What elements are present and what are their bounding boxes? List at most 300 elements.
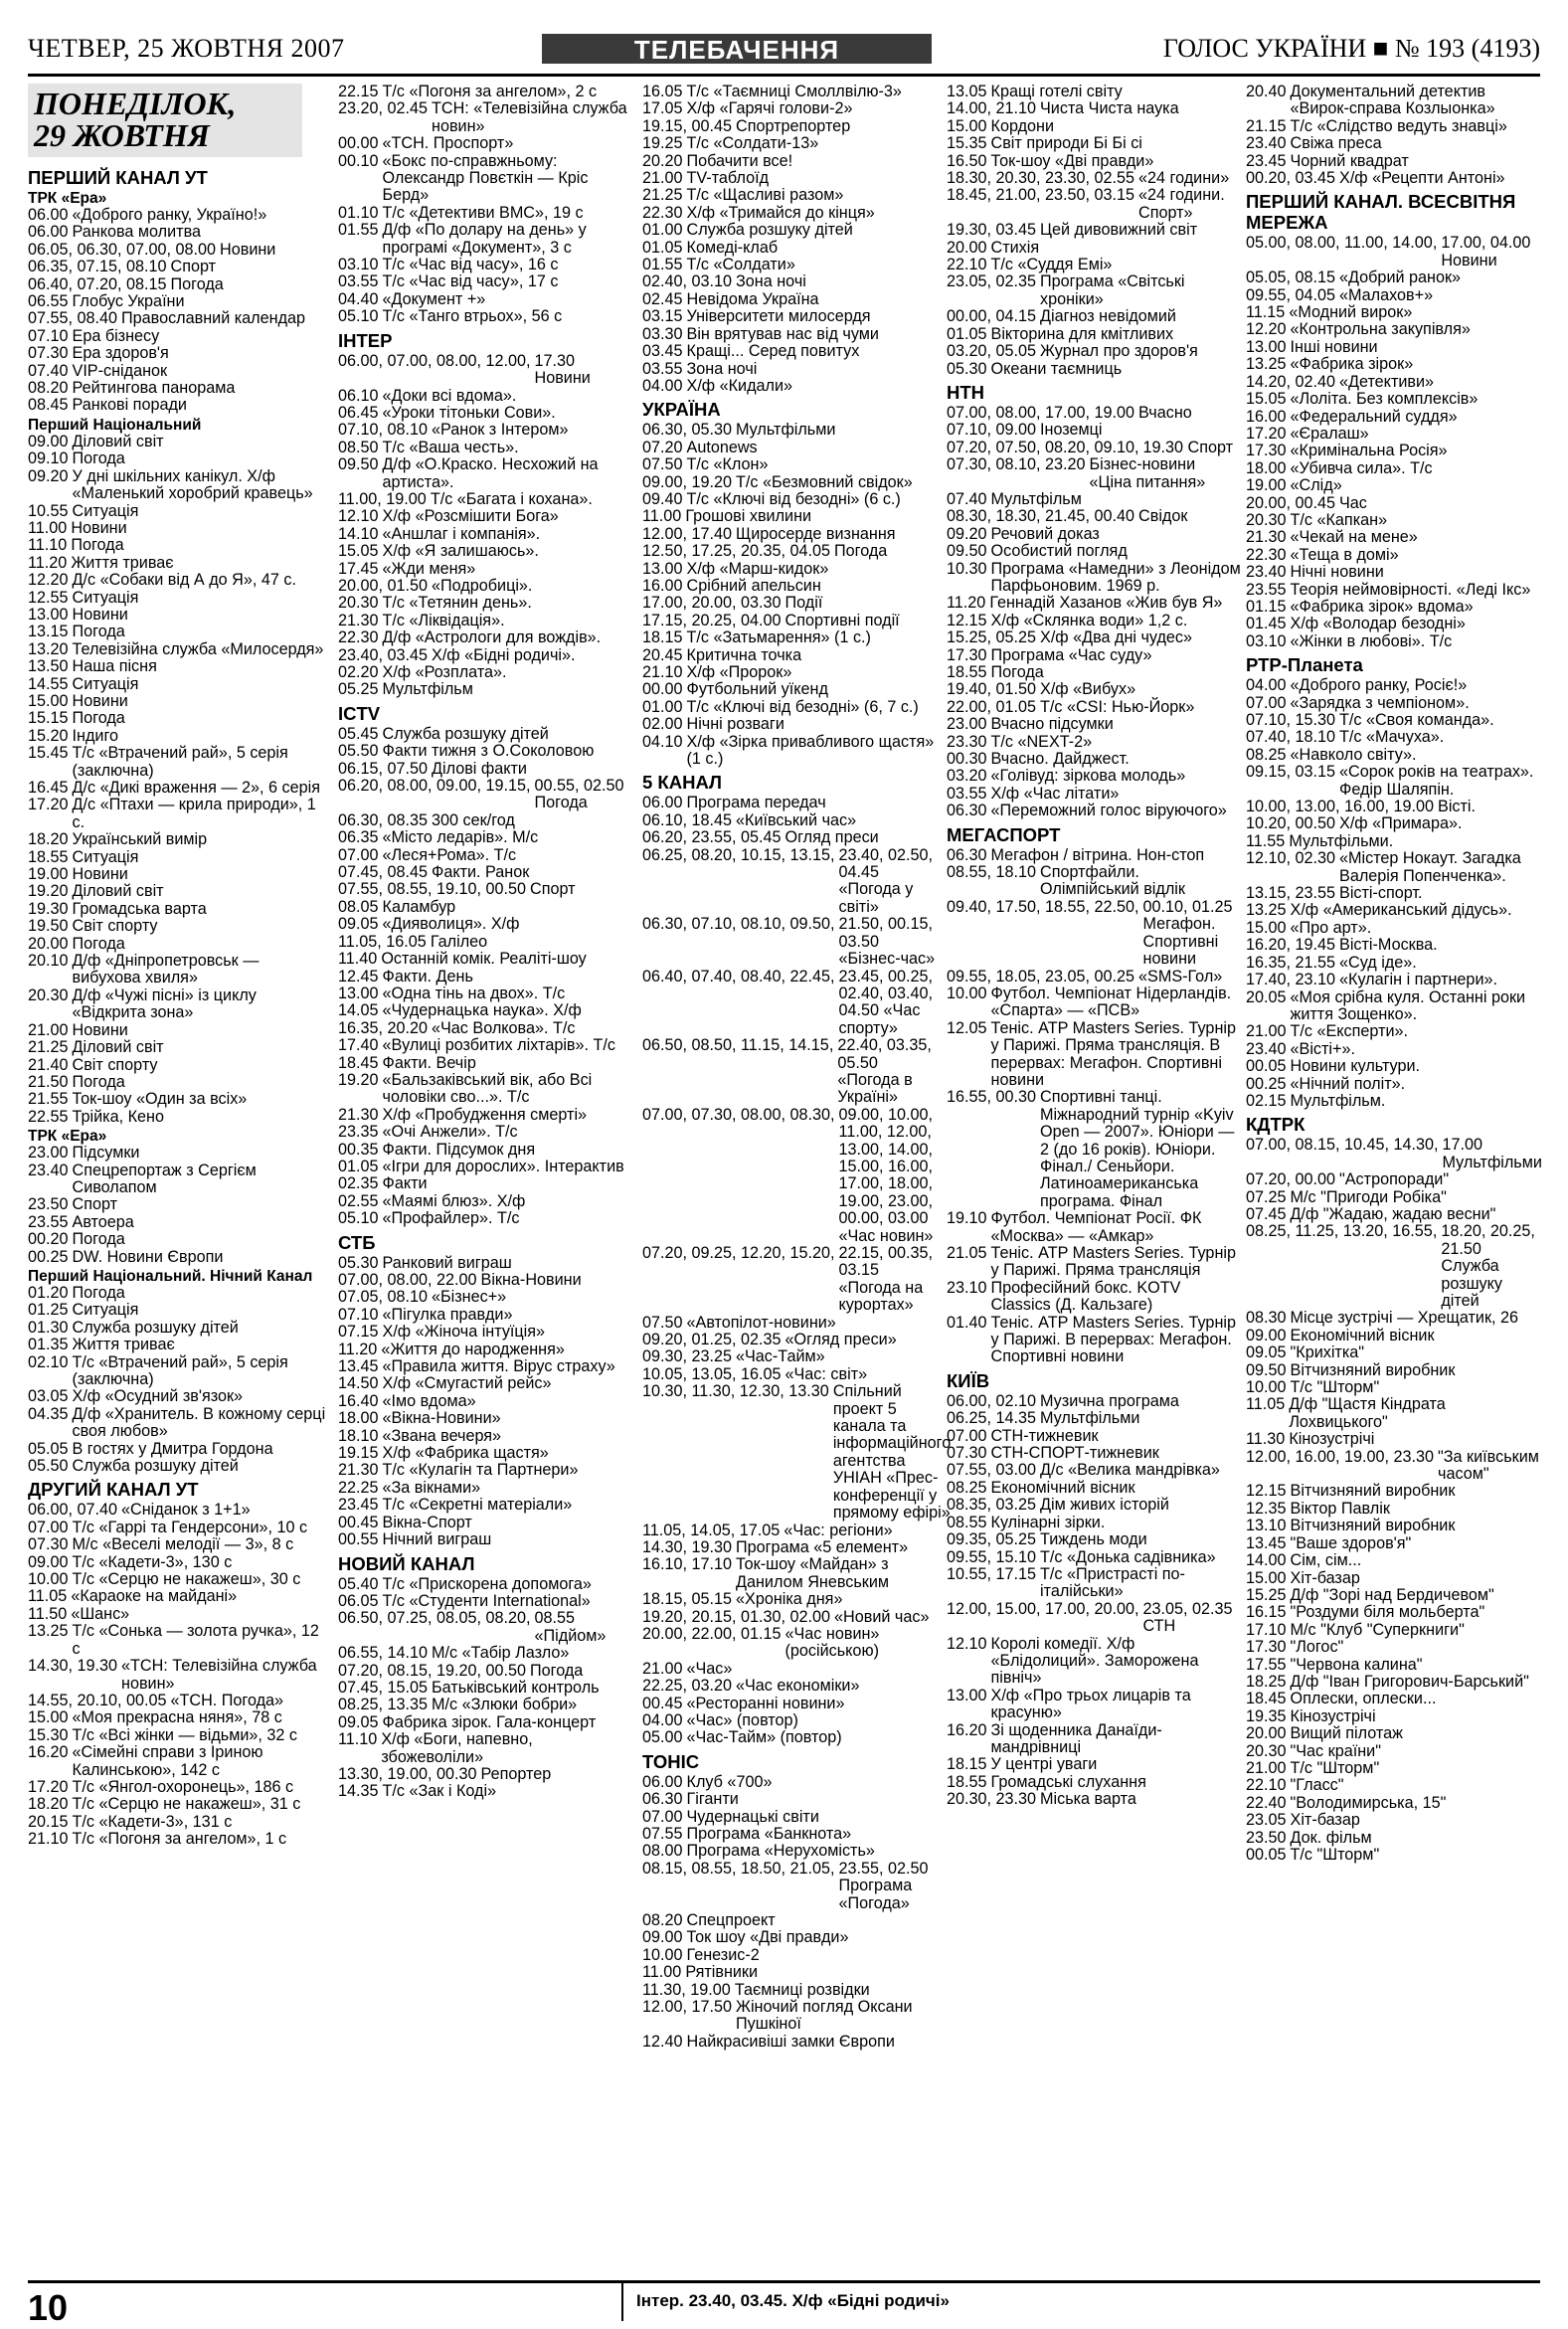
listing-time: 23.45 xyxy=(338,1496,379,1515)
listing-time: 00.00 xyxy=(642,680,683,699)
listing-entry xyxy=(1246,1691,1540,1707)
day-title-line-1: ПОНЕДІЛОК, xyxy=(34,86,237,121)
listing-time: 09.00 xyxy=(28,1552,69,1571)
listing-time: 16.20 xyxy=(947,1720,987,1739)
listing-time: 21.30 xyxy=(1246,528,1287,547)
listing-time: 20.30 xyxy=(1246,1741,1287,1760)
listing-time: 21.55 xyxy=(28,1090,69,1109)
listing-title: Служба розшуку дітей xyxy=(686,221,853,240)
listing-title: Т/с «Суддя Емі» xyxy=(990,256,1113,274)
listing-entry xyxy=(28,259,326,275)
listing-time: 07.20, 07.50, 08.20, 09.10, xyxy=(947,438,1139,456)
listing-time: 17.40 xyxy=(338,1036,379,1055)
listing-time: 19.20 xyxy=(28,882,69,901)
listing-title: "Гласc" xyxy=(1290,1776,1344,1795)
listing-title: Комеді-клаб xyxy=(686,238,779,257)
listing-title: Океани таємниць xyxy=(990,359,1123,378)
listing-entry xyxy=(338,1142,632,1159)
listing-entry xyxy=(28,1302,326,1319)
listing-title: «Єралаш» xyxy=(1290,424,1369,443)
listing-entry xyxy=(947,84,1241,100)
listing-entry xyxy=(338,726,632,743)
listing-title: Іноземці xyxy=(1040,421,1103,440)
listing-time: 06.30 xyxy=(947,802,987,820)
listing-time: 00.25 xyxy=(1246,1074,1287,1093)
listing-time: 11.20 xyxy=(28,553,68,572)
listing-time: 17.40, 23.10 xyxy=(1246,971,1336,989)
listing-time: 09.20 xyxy=(28,466,69,485)
listing-title: Погода xyxy=(170,274,224,293)
listing-time: 22.10 xyxy=(1246,1776,1287,1795)
listing-title: Хіт-базар xyxy=(1290,1811,1360,1830)
listing-entry xyxy=(28,207,326,224)
listing-entry xyxy=(642,1315,937,1332)
listing-entry xyxy=(338,985,632,1002)
listing-entry xyxy=(338,881,632,898)
listing-title: Д/ф "Зорі над Бердичевом" xyxy=(1290,1585,1494,1604)
listing-entry xyxy=(1246,1604,1540,1621)
listing-title: Зона ночі xyxy=(736,272,806,291)
listing-title: «Малахов+» xyxy=(1339,285,1434,304)
listing-title: «Леся+Рома». Т/с xyxy=(382,845,517,864)
listing-title: Економічний вісник xyxy=(990,1478,1135,1497)
listing-entry xyxy=(642,561,937,578)
listing-entry xyxy=(642,1982,937,1999)
listing-time: 23.50 xyxy=(1246,1828,1287,1847)
listing-entry xyxy=(642,1912,937,1929)
listing-time: 07.30 xyxy=(947,1444,987,1463)
listing-time: 18.55 xyxy=(28,847,69,866)
listing-time: 00.45 xyxy=(338,1513,379,1531)
listing-title: Програма «5 елемент» xyxy=(736,1537,909,1556)
listing-entry xyxy=(338,578,632,595)
column-1 xyxy=(28,84,326,1849)
listing-title: «За вікнами» xyxy=(382,1478,481,1497)
listing-time: 17.20 xyxy=(1246,424,1287,443)
listing-entry xyxy=(642,829,937,846)
listing-time: 11.00 xyxy=(642,1963,682,1982)
listing-entry xyxy=(642,118,937,135)
listing-entry xyxy=(1246,304,1540,321)
listing-entry xyxy=(338,1072,632,1107)
listing-entry xyxy=(1246,1501,1540,1518)
listing-time: 08.35, 03.25 xyxy=(947,1496,1037,1515)
listing-time: 03.20 xyxy=(947,767,987,786)
listing-time: 21.00 xyxy=(28,1020,69,1039)
listing-time: 16.00 xyxy=(1246,407,1287,426)
listing-title: Щиросерде визнання xyxy=(736,524,896,543)
channel-heading: ПЕРШИЙ КАНАЛ. ВСЕСВІТНЯ МЕРЕЖА xyxy=(1246,191,1516,234)
listing-entry xyxy=(338,969,632,985)
listing-title: Х/ф «Вибух» xyxy=(1040,680,1136,699)
listing-title: Футбол. Чемпіонат Росії. ФК «Москва» — «Амкар» xyxy=(990,1209,1202,1245)
listing-title: Нічний виграш xyxy=(382,1530,492,1549)
listing-entry xyxy=(947,1549,1241,1566)
listing-entry xyxy=(642,153,937,170)
listing-time: 18.00 xyxy=(1246,458,1287,477)
listing-entry xyxy=(28,572,326,589)
listing-title: Рейтингова панорама xyxy=(72,379,236,398)
listing-entry xyxy=(642,716,937,733)
listing-time: 11.30, 19.00 xyxy=(642,1980,731,1999)
listing-time: 01.15 xyxy=(1246,597,1287,616)
listing-title: Вісті-спорт. xyxy=(1339,884,1423,903)
listing-entry xyxy=(1246,1760,1540,1777)
listing-entry xyxy=(28,1057,326,1074)
listing-time: 23.55 xyxy=(1246,580,1287,599)
listing-entry xyxy=(28,345,326,362)
listing-time: 15.05 xyxy=(1246,390,1287,409)
listing-entry xyxy=(338,647,632,664)
listing-entry xyxy=(28,1354,326,1389)
listing-title: Спортрепортер xyxy=(736,116,851,135)
listing-entry xyxy=(338,1193,632,1210)
listing-time: 19.00 xyxy=(1246,476,1287,495)
listing-title: Мультфільм xyxy=(990,489,1082,508)
listing-time: 21.05 xyxy=(947,1244,987,1262)
listing-time: 11.10 xyxy=(28,536,68,555)
listing-time: 07.05, 08.10 xyxy=(338,1288,429,1307)
listing-time: 08.50 xyxy=(338,438,379,456)
listing-time: 07.10, 08.10 xyxy=(338,421,429,440)
listing-title: "За київським часом" xyxy=(1438,1447,1539,1484)
listing-entry xyxy=(28,555,326,572)
listing-title: Програма передач xyxy=(686,794,826,812)
listing-time: 07.45, 08.45 xyxy=(338,863,429,882)
listing-entry xyxy=(947,1756,1241,1773)
listing-time: 10.55 xyxy=(28,501,69,520)
listing-time: 20.40 xyxy=(1246,83,1287,100)
listing-entry xyxy=(338,613,632,629)
listing-entry xyxy=(642,440,937,456)
listing-time: 22.25, 03.20 xyxy=(642,1677,733,1696)
listing-title: Мегафон / вітрина. Нон-стоп xyxy=(990,845,1205,864)
listing-time: 13.00 xyxy=(28,605,69,624)
listing-entry xyxy=(338,916,632,933)
listing-time: 16.50 xyxy=(947,151,987,170)
listing-entry xyxy=(947,543,1241,560)
listing-time: 17.55 xyxy=(1246,1655,1287,1674)
channel-subheading: Перший Національний. Нічний Канал xyxy=(28,1267,313,1285)
listing-entry xyxy=(947,456,1241,491)
listing-entry xyxy=(338,1159,632,1175)
listing-entry xyxy=(642,1861,937,1912)
listing-title: «Час-Тайм» xyxy=(736,1347,825,1366)
channel-heading: КИЇВ xyxy=(947,1369,990,1391)
listing-entry xyxy=(947,273,1241,308)
listing-title: «Аншлаг і компанія». xyxy=(382,524,541,543)
listing-time: 19.30, 03.45 xyxy=(947,221,1037,240)
listing-entry xyxy=(1246,850,1540,885)
listing-time: 21.00 xyxy=(1246,1758,1287,1777)
listing-entry xyxy=(947,699,1241,716)
listing-title: «Ігри для дорослих». Інтерактив xyxy=(382,1157,624,1175)
listing-time: 18.20 xyxy=(28,1795,69,1814)
listing-title: Т/с «Солдати» xyxy=(686,256,795,274)
listing-title: Спецпроект xyxy=(686,1911,776,1930)
listing-title: Х/ф «Час літати» xyxy=(990,784,1120,803)
listing-title: 18.20, 20.25, 21.50 Служба розшуку дітей xyxy=(1441,1222,1535,1310)
listing-title: Т/с «Ключі від безодні» (6, 7 с.) xyxy=(686,697,919,716)
listing-entry xyxy=(338,222,632,257)
listing-entry xyxy=(338,899,632,916)
listing-entry xyxy=(28,728,326,745)
listing-entry xyxy=(338,405,632,422)
listing-title: «Переможний голос віруючого» xyxy=(990,802,1227,820)
listing-time: 07.30, 08.10, 23.20 xyxy=(947,455,1086,474)
listing-time: 07.00, 08.00, 22.00 xyxy=(338,1271,477,1289)
listing-time: 19.15 xyxy=(338,1444,379,1463)
listing-entry xyxy=(642,326,937,343)
listing-time: 07.15 xyxy=(338,1323,379,1342)
listing-time: 21.40 xyxy=(28,1055,69,1074)
listing-entry xyxy=(642,847,937,917)
listing-entry xyxy=(642,2034,937,2051)
listing-entry xyxy=(642,1678,937,1695)
listing-title: «Моя прекрасна няня», 78 с xyxy=(72,1708,282,1727)
listing-time: 17.45 xyxy=(338,559,379,578)
listing-entry xyxy=(28,1145,326,1162)
listing-entry xyxy=(338,1480,632,1497)
listing-entry xyxy=(28,1091,326,1108)
listing-entry xyxy=(947,803,1241,819)
listing-entry xyxy=(642,1366,937,1383)
listing-time: 06.30, 05.30 xyxy=(642,421,733,440)
listing-title: «Автопілот-новини» xyxy=(686,1313,836,1332)
column-5 xyxy=(1246,84,1540,1864)
listing-entry xyxy=(642,1382,952,1523)
listing-entry xyxy=(338,1175,632,1192)
column-4 xyxy=(947,84,1241,1809)
listing-entry xyxy=(1246,84,1540,118)
listing-title: Д/с «Велика мандрівка» xyxy=(1040,1461,1220,1480)
listing-entry xyxy=(28,520,326,537)
listing-entry xyxy=(947,681,1241,698)
listing-time: 17.30 xyxy=(947,645,987,664)
listing-title: Футбол. Чемпіонат Нідерландів. «Спарта» — «ПСВ» xyxy=(990,984,1232,1020)
listing-title: «Місто ледарів». М/с xyxy=(382,828,539,847)
listing-title: Діловий світ xyxy=(72,1038,164,1057)
listing-time: 11.30 xyxy=(1246,1430,1286,1449)
listing-title: «Вулиці розбитих ліхтарів». Т/с xyxy=(382,1036,616,1055)
listing-entry xyxy=(642,969,937,1038)
listing-entry xyxy=(1246,170,1540,187)
listing-title: 22.15, 00.35, 03.15 «Погода на курортах» xyxy=(838,1244,934,1315)
listing-title: Галілео xyxy=(430,932,488,951)
listing-time: 12.15 xyxy=(947,611,987,629)
listing-title: Х/ф «Бідні родичі». xyxy=(432,645,576,664)
listing-time: 02.15 xyxy=(1246,1091,1287,1110)
listing-time: 00.05 xyxy=(1246,1057,1287,1076)
page-header xyxy=(28,28,1540,77)
listing-entry xyxy=(28,780,326,797)
listing-entry xyxy=(1246,564,1540,581)
listing-title: Новини xyxy=(72,1020,128,1039)
listing-title: Т/с «Кулагін та Партнери» xyxy=(382,1461,579,1480)
listing-title: Підсумки xyxy=(72,1144,140,1163)
listing-title: Спорт xyxy=(72,1195,118,1214)
listing-entry xyxy=(338,1358,632,1375)
listing-time: 18.25 xyxy=(1246,1672,1287,1691)
listing-entry xyxy=(338,1766,632,1783)
listing-title: Т/с «Щасливі разом» xyxy=(686,186,844,205)
listing-entry xyxy=(642,916,937,968)
listing-title: Православний календар xyxy=(121,309,306,328)
listing-time: 06.10 xyxy=(338,386,379,405)
listing-title: Телевізійна служба «Милосердя» xyxy=(72,639,324,658)
listing-entry xyxy=(338,1020,632,1037)
listing-entry xyxy=(28,1074,326,1091)
listing-title: Теніс. ATP Masters Series. Турнір у Парижі. Пряма трансляція. В перервах: Мегафон. Спортивні новини xyxy=(990,1018,1236,1089)
listing-title: Вищий пілотаж xyxy=(1290,1724,1403,1743)
listing-time: 04.35 xyxy=(28,1404,69,1423)
listing-time: 08.30, 18.30, 21.45, 00.40 xyxy=(947,507,1135,526)
listing-entry xyxy=(28,901,326,918)
listing-title: Журнал про здоров'я xyxy=(1040,342,1198,361)
listing-entry xyxy=(947,508,1241,525)
listing-time: 03.10 xyxy=(1246,631,1287,650)
listing-time: 20.30, 23.30 xyxy=(947,1790,1037,1809)
listing-title: Т/с «Янгол-охоронець», 186 с xyxy=(72,1777,294,1796)
listing-title: Діловий світ xyxy=(72,882,164,901)
listing-title: «Бальзаківський вік, або Всі чоловіки сво...». Т/с xyxy=(382,1070,593,1107)
listing-entry xyxy=(28,883,326,900)
listing-time: 09.40, 17.50, 18.55, 22.50, xyxy=(947,897,1139,916)
listing-time: 21.15 xyxy=(1246,116,1287,135)
listing-entry xyxy=(947,1515,1241,1531)
listing-title: Х/ф «Кидали» xyxy=(686,376,793,395)
listing-time: 02.40, 03.10 xyxy=(642,272,733,291)
listing-time: 06.30 xyxy=(947,845,987,864)
listing-title: Т/с «Клон» xyxy=(686,455,769,474)
listing-title: Факти тижня з О.Соколовою xyxy=(382,742,595,761)
listing-entry xyxy=(642,222,937,239)
listing-entry xyxy=(642,1609,937,1626)
listing-title: Т/с «Час від часу», 17 с xyxy=(382,272,559,291)
listing-title: «Маямі блюз». Х/ф xyxy=(382,1191,526,1210)
listing-entry xyxy=(28,1520,326,1536)
listing-title: Т/с «Всі жінки — відьми», 32 с xyxy=(72,1725,297,1744)
listing-title: Autonews xyxy=(686,438,758,456)
listing-entry xyxy=(1246,799,1540,815)
listing-entry xyxy=(947,153,1241,170)
listing-time: 09.00 xyxy=(642,1928,683,1947)
listing-time: 03.55 xyxy=(947,784,987,803)
listing-entry xyxy=(28,242,326,259)
listing-title: Погода xyxy=(72,1072,125,1091)
listing-title: Х/ф «Володар безодні» xyxy=(1290,615,1466,633)
listing-time: 13.15, 23.55 xyxy=(1246,884,1336,903)
channel-heading: РТР-Планета xyxy=(1246,654,1363,676)
listing-title: Х/ф «Американський дідусь». xyxy=(1290,901,1512,920)
listing-time: 03.55 xyxy=(338,272,379,291)
listing-entry xyxy=(642,526,937,543)
listing-title: Спорт xyxy=(530,880,576,899)
listing-time: 19.20 xyxy=(338,1070,379,1089)
listing-entry xyxy=(642,1591,937,1608)
listing-time: 05.30 xyxy=(338,1253,379,1272)
listing-title: 08.55 «Підйом» xyxy=(534,1609,607,1645)
listing-time: 06.25, 14.35 xyxy=(947,1409,1037,1428)
listing-title: Місце зустрічі — Хрещатик, 26 xyxy=(1290,1309,1519,1328)
listing-title: Ток шоу «Дві правди» xyxy=(686,1928,849,1947)
listing-entry xyxy=(1246,902,1540,919)
listing-time: 11.05, 14.05, 17.05 xyxy=(642,1521,781,1539)
listing-title: Зона ночі xyxy=(686,359,758,378)
channel-heading: НТН xyxy=(947,381,985,403)
listing-entry xyxy=(28,224,326,241)
listing-entry xyxy=(947,1315,1241,1366)
listing-title: «SMS-Гол» xyxy=(1138,967,1223,985)
listing-time: 21.10 xyxy=(28,1830,69,1849)
listing-time: 09.05 xyxy=(338,1712,379,1731)
listing-entry xyxy=(642,1626,937,1661)
listing-time: 01.35 xyxy=(28,1336,69,1354)
listing-title: Погода xyxy=(72,623,125,641)
channel-heading: КДТРК xyxy=(1246,1114,1306,1136)
listing-time: 16.20, 19.45 xyxy=(1246,936,1336,955)
listing-entry xyxy=(947,899,1241,969)
listing-time: 07.20 xyxy=(642,438,683,456)
listing-title: Світ спорту xyxy=(72,917,158,936)
listing-title: Д/с «Дикі враження — 2», 6 серія xyxy=(72,779,320,797)
listing-time: 08.25 xyxy=(1246,745,1287,764)
listing-time: 23.00 xyxy=(947,715,987,734)
listing-entry xyxy=(28,1196,326,1213)
listing-entry xyxy=(28,434,326,450)
listing-time: 05.00 xyxy=(642,1728,683,1747)
listing-entry xyxy=(338,1593,632,1610)
channel-heading: ICTV xyxy=(338,702,381,724)
listing-time: 16.10, 17.10 xyxy=(642,1555,733,1574)
listing-title: "Роздуми біля мольберта" xyxy=(1290,1603,1485,1622)
listing-time: 19.00 xyxy=(28,865,69,884)
listing-time: 11.00, 19.00 xyxy=(338,489,427,508)
listing-title: Кулінарні зірки. xyxy=(990,1513,1106,1531)
listing-entry xyxy=(1246,153,1540,170)
listing-time: 10.30, 11.30, 12.30, 13.30 xyxy=(642,1382,829,1401)
listing-time: 19.35 xyxy=(1246,1706,1287,1725)
listing-title: «Детективи» xyxy=(1339,372,1435,391)
listing-title: «Жди меня» xyxy=(382,559,476,578)
listing-entry xyxy=(338,1255,632,1272)
listing-title: «Сніданок з 1+1» xyxy=(121,1501,251,1520)
listing-entry xyxy=(338,422,632,439)
listing-title: Погода xyxy=(72,1230,125,1249)
listing-title: Х/ф «Про трьох лицарів та красуню» xyxy=(990,1686,1191,1722)
listing-title: Події xyxy=(784,594,823,613)
listing-time: 01.10 xyxy=(338,203,379,222)
footer-note: Інтер. 23.40, 03.45. Х/ф «Бідні родичі» xyxy=(636,2291,950,2310)
listing-entry xyxy=(338,1393,632,1410)
listing-entry xyxy=(947,222,1241,239)
listing-time: 11.20 xyxy=(338,1340,378,1358)
listing-title: «Пігулка правди» xyxy=(382,1305,513,1324)
listing-time: 21.50 xyxy=(28,1072,69,1091)
listing-time: 15.30 xyxy=(28,1725,69,1744)
listing-entry xyxy=(338,778,632,812)
listing-time: 01.20 xyxy=(28,1283,69,1302)
listing-time: 13.00 xyxy=(947,1686,987,1704)
listing-time: 06.35, 07.15, 08.10 xyxy=(28,258,167,276)
listing-time: 16.40 xyxy=(338,1391,379,1410)
listing-entry xyxy=(28,866,326,883)
listing-entry xyxy=(947,135,1241,152)
listing-entry xyxy=(642,1332,937,1348)
listing-title: М/с «Злюки бобри» xyxy=(432,1696,578,1714)
listing-entry xyxy=(28,607,326,624)
listing-entry xyxy=(338,526,632,543)
